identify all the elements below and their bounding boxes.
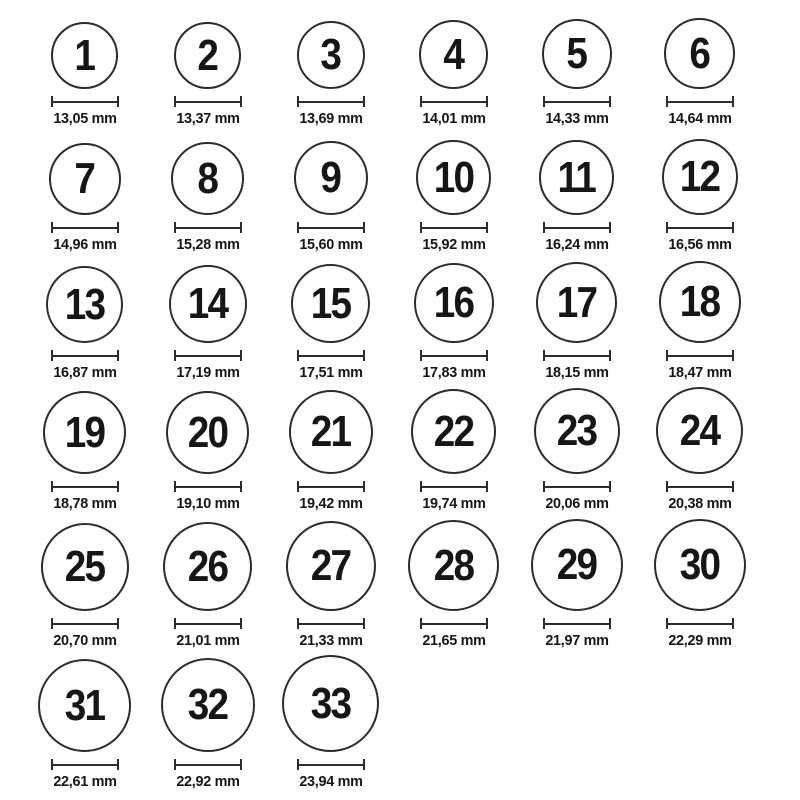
ring-size-item [392, 263, 515, 381]
diameter-label: 16,56 mm [667, 236, 732, 253]
measure-line [545, 486, 609, 488]
ring-circle [289, 390, 373, 474]
diameter-measure-line [174, 759, 242, 770]
measure-right-tick-icon [363, 759, 365, 770]
ring-circle [43, 391, 126, 474]
measure-right-tick-icon [363, 96, 365, 107]
measure-right-tick-icon [609, 481, 611, 492]
diameter-label: 18,78 mm [52, 495, 117, 512]
diameter-measure-line [543, 350, 611, 361]
measure-right-tick-icon [486, 481, 488, 492]
ring-size-number: 16 [433, 278, 474, 327]
measure-right-tick-icon [240, 350, 242, 361]
diameter-measure-line [174, 350, 242, 361]
diameter-label: 21,97 mm [544, 632, 609, 649]
measure-right-tick-icon [486, 222, 488, 233]
measure-line [545, 101, 609, 103]
ring-circle [297, 21, 365, 89]
measure-right-tick-icon [609, 350, 611, 361]
chart-row [23, 387, 800, 512]
measure-right-tick-icon [363, 481, 365, 492]
ring-size-number: 32 [187, 680, 228, 729]
measure-right-tick-icon [732, 350, 734, 361]
ring-circle [414, 263, 494, 343]
ring-circle [46, 266, 123, 343]
ring-size-number: 9 [320, 153, 341, 202]
diameter-label: 16,87 mm [52, 364, 117, 381]
ring-circle [282, 655, 379, 752]
diameter-label: 23,94 mm [298, 773, 363, 790]
ring-size-item [515, 388, 638, 512]
measure-right-tick-icon [117, 96, 119, 107]
ring-size-item [269, 521, 392, 649]
measure-line [299, 227, 363, 229]
chart-row [23, 261, 800, 381]
diameter-measure-line [420, 96, 488, 107]
diameter-label: 15,60 mm [298, 236, 363, 253]
measure-right-tick-icon [240, 96, 242, 107]
ring-circle [51, 22, 118, 89]
diameter-label: 18,15 mm [544, 364, 609, 381]
ring-size-number: 5 [566, 29, 587, 78]
diameter-label: 13,05 mm [52, 110, 117, 127]
ring-size-number: 19 [64, 407, 105, 457]
ring-circle [408, 520, 499, 611]
diameter-label: 15,92 mm [421, 236, 486, 253]
ring-circle [166, 391, 249, 474]
ring-size-item [269, 141, 392, 253]
ring-size-item [638, 519, 761, 649]
diameter-measure-line [174, 481, 242, 492]
ring-circle [38, 659, 131, 752]
diameter-measure-line [174, 618, 242, 629]
diameter-measure-line [666, 350, 734, 361]
diameter-measure-line [543, 222, 611, 233]
measure-right-tick-icon [609, 618, 611, 629]
ring-size-number: 22 [433, 406, 474, 456]
measure-line [299, 486, 363, 488]
ring-size-number: 29 [556, 540, 597, 589]
diameter-label: 21,01 mm [175, 632, 240, 649]
measure-right-tick-icon [117, 222, 119, 233]
measure-line [668, 486, 732, 488]
ring-circle [662, 139, 738, 215]
ring-circle [49, 143, 121, 215]
diameter-label: 14,01 mm [421, 110, 486, 127]
ring-size-item [23, 523, 146, 649]
ring-circle [41, 523, 129, 611]
diameter-label: 17,83 mm [421, 364, 486, 381]
ring-size-item [392, 20, 515, 127]
ring-size-number: 11 [557, 152, 596, 202]
diameter-label: 20,38 mm [667, 495, 732, 512]
ring-circle [534, 388, 620, 474]
diameter-measure-line [666, 618, 734, 629]
ring-circle [411, 389, 496, 474]
ring-size-item [638, 261, 761, 381]
measure-line [299, 101, 363, 103]
ring-size-item [515, 140, 638, 253]
diameter-label: 20,06 mm [544, 495, 609, 512]
measure-right-tick-icon [117, 481, 119, 492]
ring-size-item [23, 266, 146, 381]
ring-size-number: 21 [310, 407, 351, 456]
ring-size-number: 14 [187, 279, 228, 328]
diameter-label: 22,92 mm [175, 773, 240, 790]
diameter-measure-line [51, 618, 119, 629]
ring-size-number: 25 [64, 542, 105, 591]
ring-size-item [515, 19, 638, 127]
measure-line [545, 355, 609, 357]
measure-right-tick-icon [486, 96, 488, 107]
ring-size-number: 3 [320, 30, 341, 79]
diameter-label: 13,69 mm [298, 110, 363, 127]
ring-size-item [515, 519, 638, 649]
measure-right-tick-icon [732, 481, 734, 492]
ring-size-number: 12 [679, 152, 720, 201]
ring-size-number: 7 [74, 154, 95, 203]
diameter-measure-line [174, 222, 242, 233]
ring-size-item [23, 659, 146, 790]
measure-line [422, 486, 486, 488]
measure-line [176, 227, 240, 229]
ring-circle [659, 261, 741, 343]
measure-line [668, 623, 732, 625]
measure-right-tick-icon [240, 759, 242, 770]
diameter-label: 19,74 mm [421, 495, 486, 512]
ring-circle [536, 262, 617, 343]
diameter-label: 14,33 mm [544, 110, 609, 127]
diameter-measure-line [297, 481, 365, 492]
measure-line [299, 764, 363, 766]
measure-right-tick-icon [117, 350, 119, 361]
measure-right-tick-icon [240, 618, 242, 629]
ring-size-item [392, 520, 515, 649]
ring-size-item [146, 658, 269, 790]
measure-right-tick-icon [117, 759, 119, 770]
ring-circle [171, 142, 244, 215]
ring-size-item [146, 265, 269, 381]
ring-size-item [146, 22, 269, 127]
ring-circle [291, 264, 370, 343]
diameter-label: 14,96 mm [52, 236, 117, 253]
chart-row [23, 18, 800, 127]
measure-right-tick-icon [486, 350, 488, 361]
diameter-measure-line [297, 96, 365, 107]
diameter-measure-line [543, 618, 611, 629]
measure-line [53, 227, 117, 229]
diameter-label: 17,51 mm [298, 364, 363, 381]
chart-row [23, 655, 800, 790]
ring-size-item [638, 139, 761, 253]
diameter-label: 15,28 mm [175, 236, 240, 253]
ring-circle [654, 519, 746, 611]
ring-size-item [146, 391, 269, 512]
chart-row [23, 519, 800, 649]
measure-line [422, 355, 486, 357]
diameter-label: 14,64 mm [667, 110, 732, 127]
measure-line [53, 486, 117, 488]
measure-line [422, 623, 486, 625]
ring-size-number: 30 [679, 540, 720, 589]
measure-line [668, 101, 732, 103]
diameter-measure-line [51, 96, 119, 107]
ring-circle [163, 522, 252, 611]
ring-size-item [146, 522, 269, 649]
diameter-label: 16,24 mm [544, 236, 609, 253]
diameter-measure-line [420, 222, 488, 233]
ring-circle [161, 658, 255, 752]
ring-size-item [23, 391, 146, 512]
diameter-measure-line [543, 481, 611, 492]
ring-size-number: 17 [556, 277, 597, 327]
ring-size-number: 26 [187, 541, 228, 591]
measure-line [545, 227, 609, 229]
diameter-label: 20,70 mm [52, 632, 117, 649]
chart-row [23, 139, 800, 253]
measure-right-tick-icon [363, 618, 365, 629]
ring-size-number: 24 [679, 405, 720, 455]
ring-circle [416, 140, 491, 215]
ring-circle [286, 521, 376, 611]
ring-size-item [638, 387, 761, 512]
diameter-measure-line [297, 618, 365, 629]
diameter-label: 22,61 mm [52, 773, 117, 790]
ring-size-item [638, 18, 761, 127]
measure-line [422, 101, 486, 103]
ring-circle [294, 141, 368, 215]
ring-size-number: 33 [310, 678, 351, 728]
measure-right-tick-icon [732, 618, 734, 629]
diameter-label: 22,29 mm [667, 632, 732, 649]
measure-right-tick-icon [363, 350, 365, 361]
diameter-label: 17,19 mm [175, 364, 240, 381]
ring-size-item [269, 264, 392, 381]
diameter-label: 21,65 mm [421, 632, 486, 649]
measure-line [299, 355, 363, 357]
diameter-measure-line [297, 759, 365, 770]
diameter-measure-line [51, 350, 119, 361]
ring-size-number: 28 [433, 540, 474, 590]
ring-circle [656, 387, 743, 474]
measure-right-tick-icon [732, 96, 734, 107]
measure-line [176, 764, 240, 766]
diameter-label: 21,33 mm [298, 632, 363, 649]
measure-line [668, 227, 732, 229]
ring-circle [419, 20, 488, 89]
measure-line [53, 355, 117, 357]
measure-right-tick-icon [732, 222, 734, 233]
ring-size-item [392, 140, 515, 253]
ring-size-number: 4 [443, 29, 464, 79]
diameter-measure-line [666, 481, 734, 492]
measure-right-tick-icon [363, 222, 365, 233]
measure-line [545, 623, 609, 625]
ring-size-item [146, 142, 269, 253]
ring-size-number: 6 [689, 28, 710, 78]
diameter-measure-line [420, 350, 488, 361]
measure-line [668, 355, 732, 357]
ring-size-item [515, 262, 638, 381]
diameter-measure-line [297, 350, 365, 361]
ring-size-number: 8 [197, 153, 218, 203]
ring-size-item [23, 22, 146, 127]
ring-size-item [269, 21, 392, 127]
diameter-label: 13,37 mm [175, 110, 240, 127]
ring-size-number: 18 [679, 277, 720, 326]
ring-size-item [392, 389, 515, 512]
measure-right-tick-icon [609, 96, 611, 107]
ring-size-item [269, 390, 392, 512]
ring-size-number: 10 [433, 152, 474, 202]
diameter-label: 19,10 mm [175, 495, 240, 512]
ring-circle [174, 22, 241, 89]
ring-size-number: 23 [556, 406, 597, 455]
ring-circle [169, 265, 247, 343]
ring-circle [542, 19, 612, 89]
ring-size-number: 15 [310, 278, 351, 328]
diameter-measure-line [666, 222, 734, 233]
measure-line [53, 764, 117, 766]
ring-size-number: 20 [187, 407, 228, 457]
diameter-measure-line [51, 481, 119, 492]
ring-size-number: 1 [74, 30, 95, 80]
measure-line [53, 101, 117, 103]
ring-size-number: 13 [64, 279, 105, 329]
measure-line [176, 623, 240, 625]
ring-size-number: 2 [197, 30, 218, 80]
measure-right-tick-icon [609, 222, 611, 233]
diameter-measure-line [174, 96, 242, 107]
ring-circle [539, 140, 614, 215]
measure-right-tick-icon [117, 618, 119, 629]
measure-line [176, 101, 240, 103]
measure-right-tick-icon [240, 481, 242, 492]
measure-line [176, 355, 240, 357]
measure-line [299, 623, 363, 625]
diameter-label: 18,47 mm [667, 364, 732, 381]
ring-size-number: 27 [310, 541, 351, 590]
ring-size-item [23, 143, 146, 253]
measure-right-tick-icon [240, 222, 242, 233]
diameter-measure-line [297, 222, 365, 233]
measure-right-tick-icon [486, 618, 488, 629]
ring-size-number: 31 [64, 680, 105, 730]
ring-circle [531, 519, 623, 611]
diameter-measure-line [420, 618, 488, 629]
measure-line [422, 227, 486, 229]
diameter-label: 19,42 mm [298, 495, 363, 512]
measure-line [176, 486, 240, 488]
diameter-measure-line [543, 96, 611, 107]
diameter-measure-line [420, 481, 488, 492]
ring-size-item [269, 655, 392, 790]
diameter-measure-line [51, 759, 119, 770]
diameter-measure-line [666, 96, 734, 107]
ring-circle [664, 18, 735, 89]
measure-line [53, 623, 117, 625]
diameter-measure-line [51, 222, 119, 233]
